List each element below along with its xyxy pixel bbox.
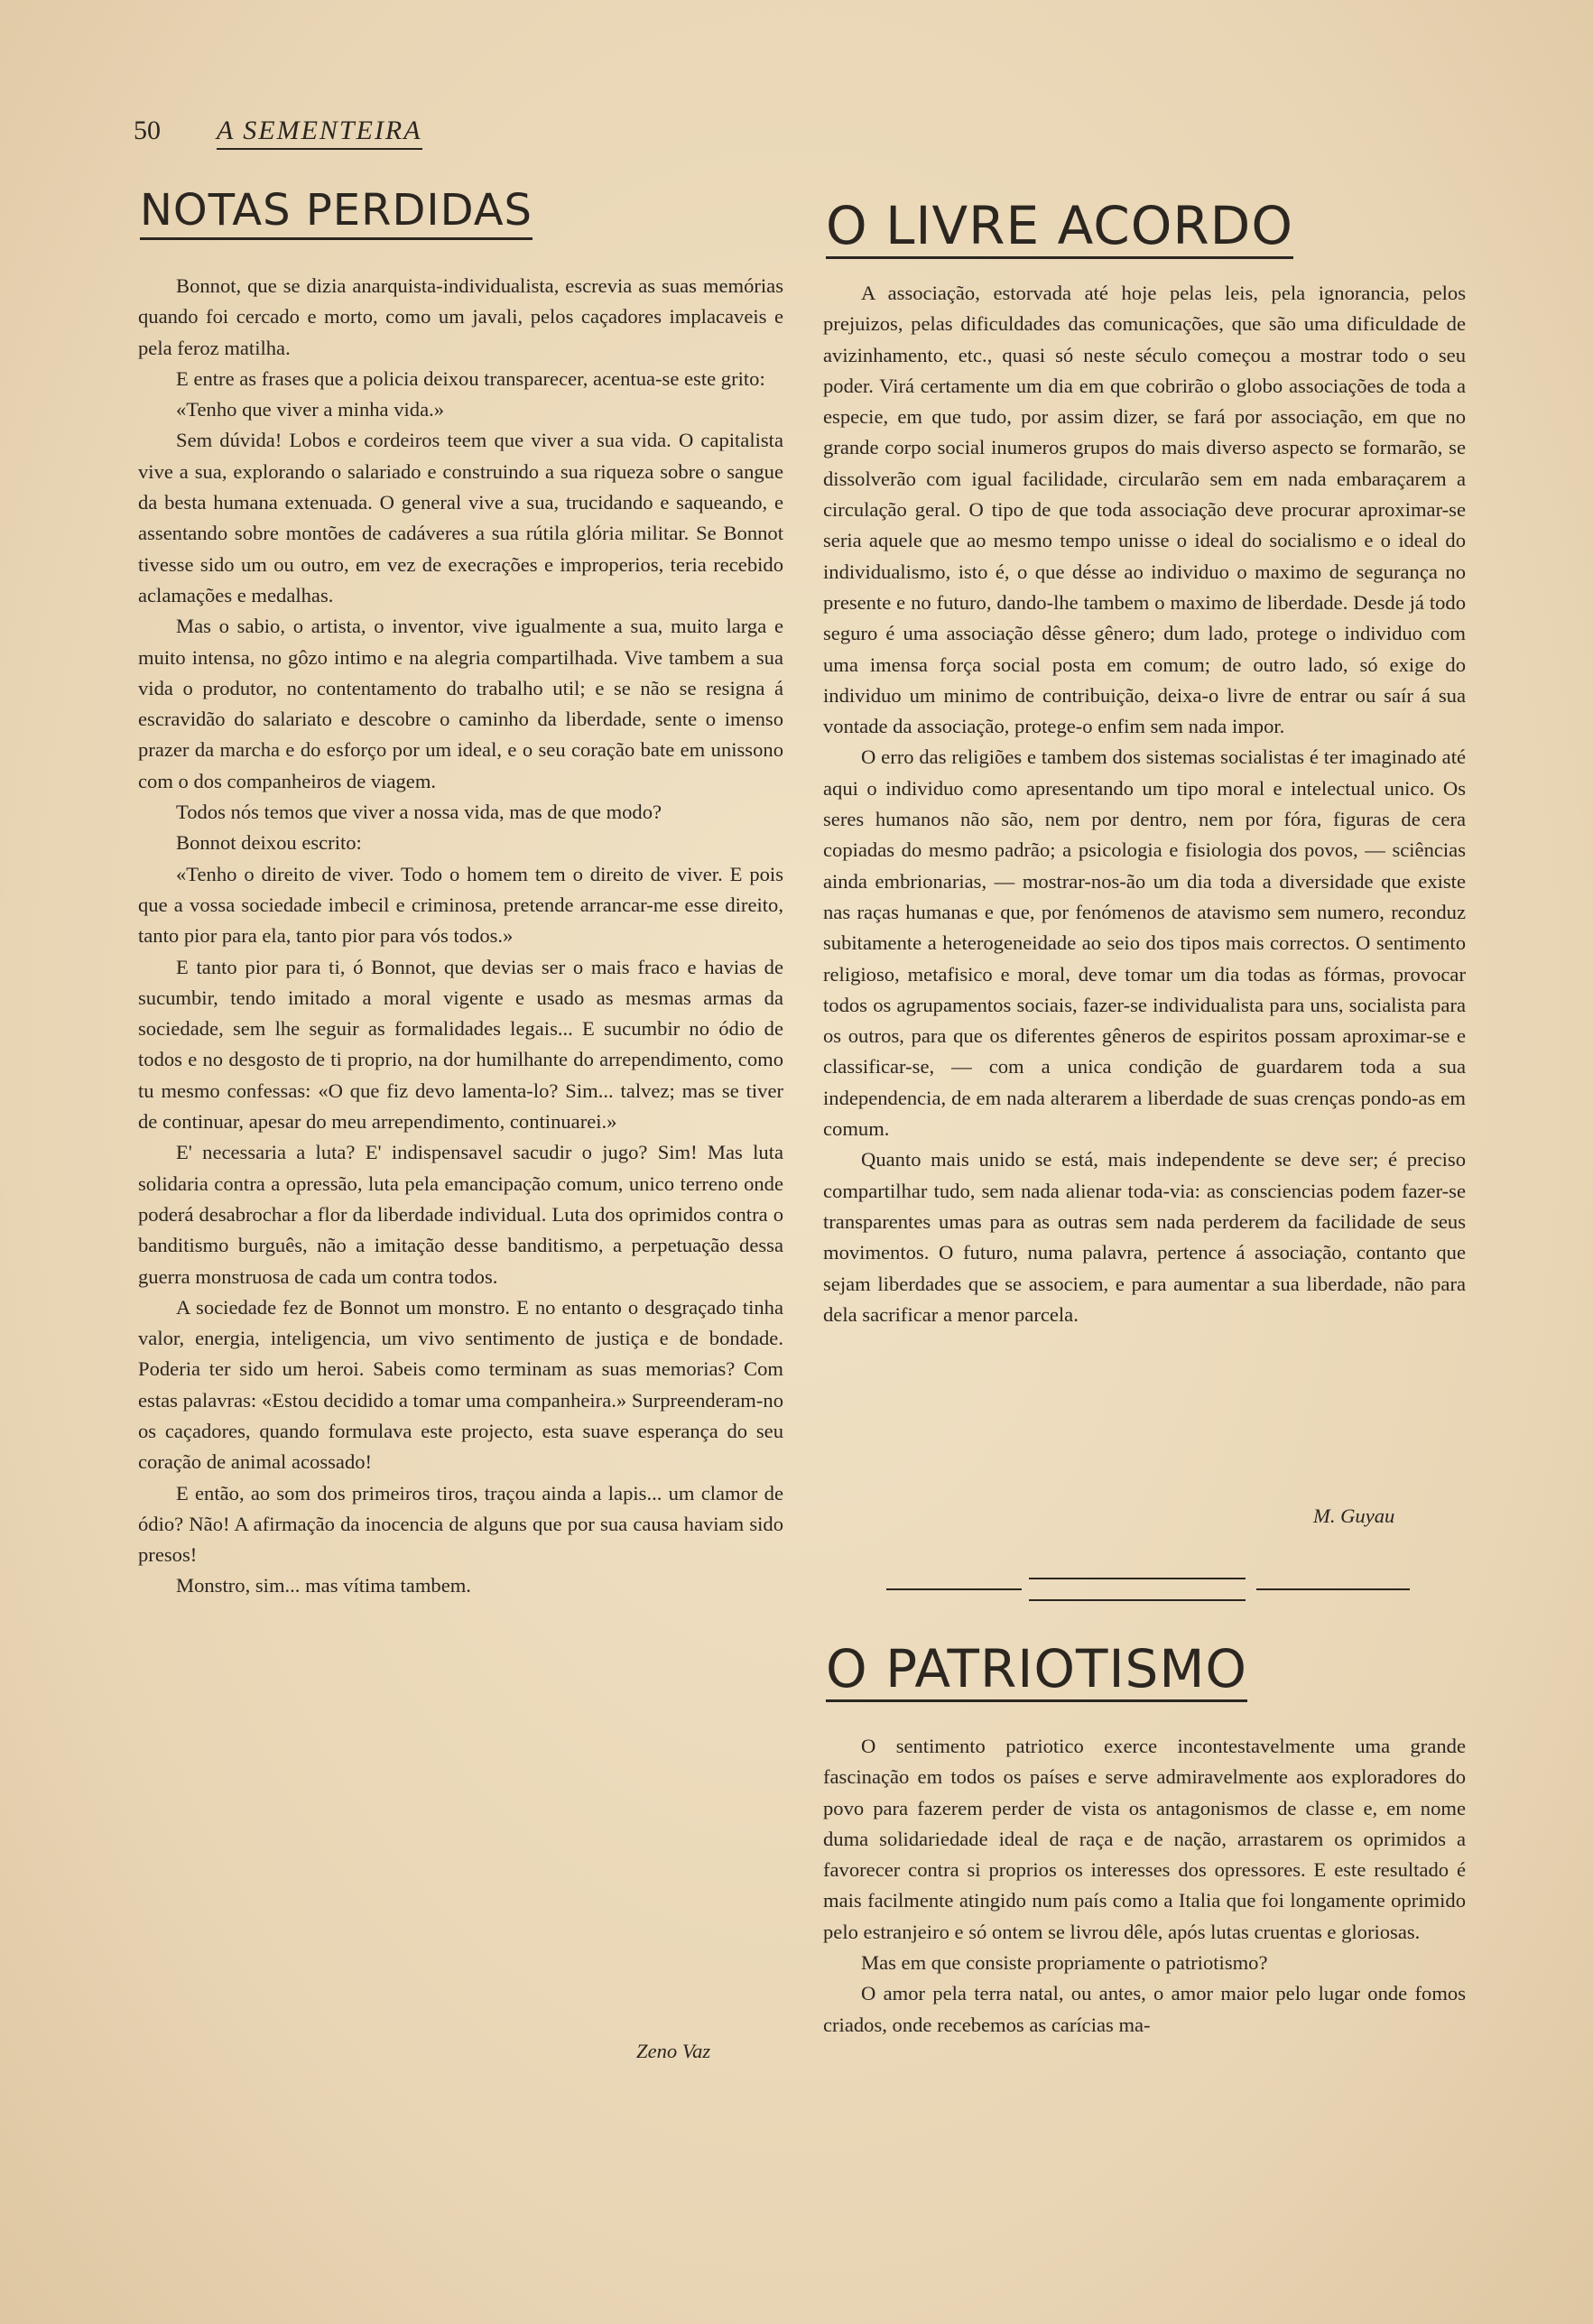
paragraph: Bonnot, que se dizia anarquista-individualista, escrevia as suas memórias quando foi cercado e morto, como um javali, pelos caçadores implacaveis e pela feroz matilha. (138, 274, 783, 359)
author-signature: M. Guyau (1313, 1505, 1395, 1527)
paragraph: Quanto mais unido se está, mais independente se deve ser; é preciso compartilhar tudo, sem nada alienar toda-via: as consciencias podem fazer-se transparentes umas para as outras sem nada perderem da facilidade de seus movimentos. O futuro, numa palavra, pertence á associação, contanto que sejam liberdades que se associem, e para aumentar a sua liberdade, não para dela sacrificar a menor parcela. (823, 1148, 1466, 1326)
paragraph: O sentimento patriotico exerce incontestavelmente uma grande fascinação em todos os países e serve admiravelmente aos exploradores do povo para fazerem perder de vista os antagonismos de classe e, em nome duma solidariedade ideal de raça e de nação, arrastarem os oprimidos a favorecer contra si proprios os interesses dos opressores. E este resultado é mais facilmente atingido num país como a Italia que foi longamente oprimido pelo estranjeiro e só ontem se livrou dêle, após lutas cruentas e gloriosas. (823, 1735, 1466, 1943)
paragraph: E então, ao som dos primeiros tiros, traçou ainda a lapis... um clamor de ódio? Não! A afirmação da inocencia de alguns que por sua causa haviam sido presos! (138, 1481, 783, 1567)
paragraph: Monstro, sim... mas vítima tambem. (176, 1574, 471, 1597)
paragraph: E' necessaria a luta? E' indispensavel sacudir o jugo? Sim! Mas luta solidaria contra a opressão, luta pela emancipação comum, unico terreno onde poderá desabrochar a flor da liberdade individual. Luta dos oprimidos contra o banditismo burguês, não a imitação desse banditismo, a perpetuação dessa guerra monstruosa de cada um contra todos. (138, 1141, 783, 1288)
paragraph: Mas o sabio, o artista, o inventor, vive igualmente a sua, muito larga e muito intensa, no gôzo intimo e na alegria compartilhada. Vive tambem a sua vida o produtor, no contentamento do trabalho util; e se não se resigna á escravidão do salariato e descobre o caminho da liberdade, sente o imenso prazer da marcha e do esforço por um ideal, e o seu coração bate em unissono com o dos companheiros de viagem. (138, 615, 783, 792)
paragraph: Sem dúvida! Lobos e cordeiros teem que viver a sua vida. O capitalista vive a sua, explorando o salariado e construindo a sua riqueza sobre o sangue da besta humana extenuada. O general vive a sua, trucidando e saqueando, e assentando sobre montões de cadáveres a sua rútila glória militar. Se Bonnot tivesse sido um ou outro, em vez de execrações e improperios, teria recebido aclamações e medalhas. (138, 429, 783, 606)
paragraph: O amor pela terra natal, ou antes, o amor maior pelo lugar onde fomos criados, onde recebemos as carícias ma- (823, 1982, 1466, 2036)
separator-rule (1029, 1599, 1246, 1601)
separator-rule (1256, 1588, 1410, 1590)
page-header (134, 116, 495, 152)
paragraph: Todos nós temos que viver a nossa vida, mas de que modo? (176, 801, 662, 824)
paragraph: E entre as frases que a policia deixou transparecer, acentua-se este grito: (176, 366, 765, 390)
paragraph: «Tenho que viver a minha vida.» (176, 398, 445, 421)
publication-name: A SEMENTEIRA (217, 116, 422, 150)
paragraph: A associação, estorvada até hoje pelas leis, pela ignorancia, pelos prejuizos, pelas dificuldades das comunicações, que são uma dificuldade de avizinhamento, etc., quasi só neste século começou a mostrar todo o seu poder. Virá certamente um dia em que cobrirão o globo associações de toda a especie, em que tudo, por assim dizer, se fará por associação, em que no grande corpo social inumeros grupos do mais diverso aspecto se formarão, se dissolverão com igual facilidade, circularão sem em nada embaraçarem a circulação geral. O tipo de que toda associação deve procurar aproximar-se seria aquele que ao mesmo tempo unisse o ideal do socialismo e o ideal do individualismo, isto é, o que désse ao individuo o maximo de segurança no presente e no futuro, dando-lhe tambem o maximo de liberdade. Desde já todo seguro é uma associação dêsse gênero; dum lado, protege o individuo com uma imensa força social posta em comum; de outro lado, só exige do individuo um minimo de contribuição, deixa-o livre de entrar ou saír á sua vontade da associação, protege-o enfim sem nada impor. (823, 282, 1466, 738)
paragraph: Bonnot deixou escrito: (176, 831, 362, 855)
article-title-patriotismo: O PATRIOTISMO (826, 1638, 1247, 1702)
separator-rule (886, 1588, 1022, 1590)
paragraph: «Tenho o direito de viver. Todo o homem tem o direito de viver. E pois que a vossa sociedade imbecil e criminosa, pretende arrancar-me esse direito, tanto pior para ela, tanto pior para vós todos.» (138, 862, 783, 948)
page-number: 50 (134, 116, 161, 145)
separator-rule (1029, 1578, 1246, 1579)
paragraph: Mas em que consiste propriamente o patriotismo? (861, 1951, 1268, 1975)
paragraph: E tanto pior para ti, ó Bonnot, que devias ser o mais fraco e havias de sucumbir, tendo imitado a moral vigente e usado as mesmas armas da sociedade, sem lhe seguir as formalidades legais... E sucumbir no ódio de todos e no desgosto de ti proprio, na dor humilhante do arrependimento, como tu mesmo confessas: «O que fiz devo lamenta-lo? Sim... talvez; mas se tiver de continuar, apesar do meu arrependimento, continuarei.» (138, 955, 783, 1134)
author-signature: Zeno Vaz (636, 2040, 711, 2062)
article-title-notas-perdidas: NOTAS PERDIDAS (140, 185, 533, 240)
article-title-livre-acordo: O LIVRE ACORDO (826, 195, 1293, 259)
article-body-patriotismo (823, 1731, 1466, 2041)
article-body-notas-perdidas (138, 271, 783, 1602)
paragraph: O erro das religiões e tambem dos sistemas socialistas é ter imaginado até aqui o individuo como apresentando um tipo moral e intelectual unico. Os seres humanos não são, nem por dentro, nem por fóra, figuras de cera copiadas do mesmo padrão; a psicologia e fisiologia dos povos, — sciências ainda embrionarias, — mostrar-nos-ão um dia toda a diversidade que existe nas raças humanas e que, por fenómenos de atavismo sem numero, reconduz subitamente a heterogeneidade ao seio dos tipos mais correctos. O sentimento religioso, metafisico e moral, deve tomar um dia todas as fórmas, provocar todos os agrupamentos sociais, fazer-se individualista para uns, socialista para os outros, para que os diferentes gêneros de espiritos possam aproximar-se e classificar-se, — com a unica condição de guardarem toda a sua independencia, de em nada alterarem a liberdade de suas crenças pondo-as em comum. (823, 745, 1466, 1141)
paragraph: A sociedade fez de Bonnot um monstro. E no entanto o desgraçado tinha valor, energia, inteligencia, um vivo sentimento de justiça e de bondade. Poderia ter sido um heroi. Sabeis como terminam as suas memorias? Com estas palavras: «Estou decidido a tomar uma companheira.» Surpreenderam-no os caçadores, quando formulava este projecto, esta suave esperança do seu coração de animal acossado! (138, 1295, 783, 1474)
article-body-livre-acordo (823, 278, 1466, 1330)
